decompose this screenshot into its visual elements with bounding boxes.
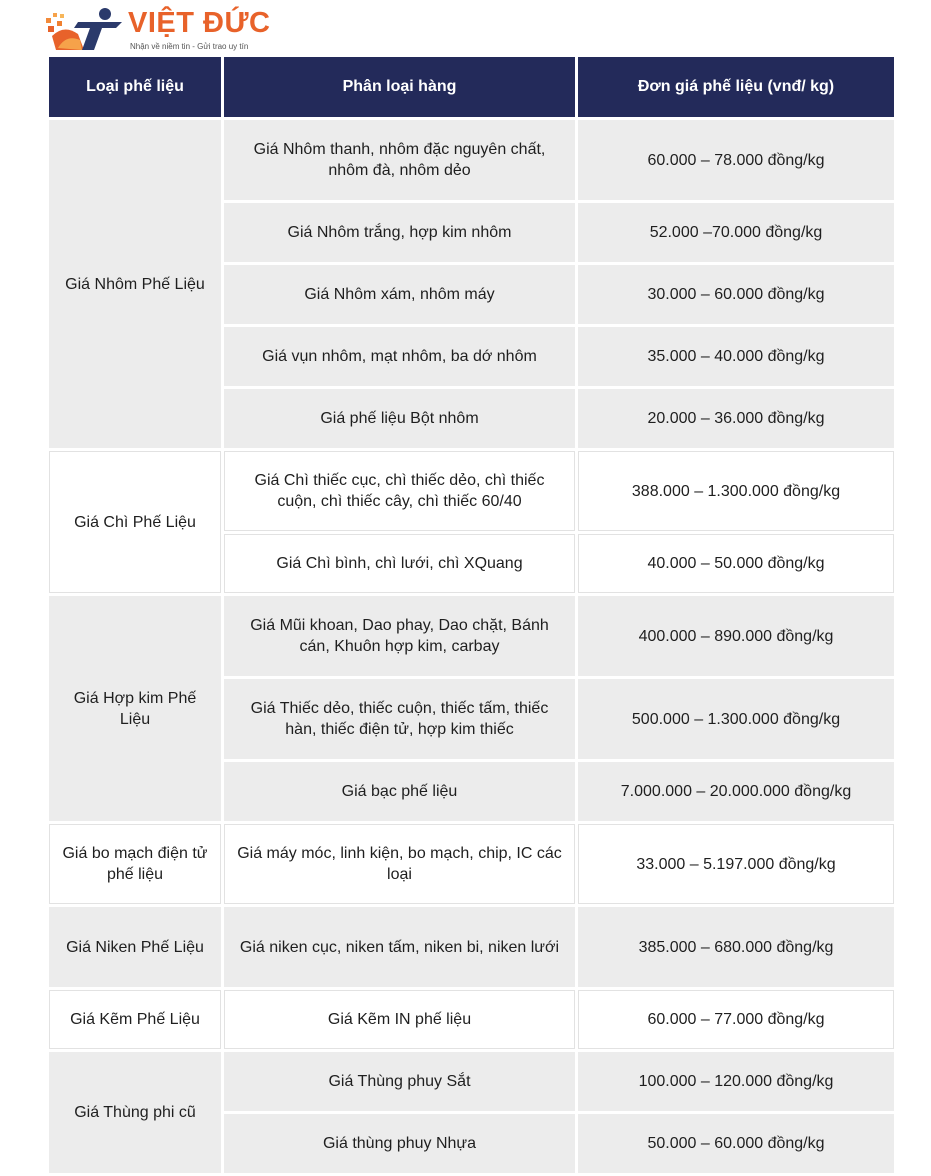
header-item-type: Phân loại hàng <box>224 57 575 117</box>
item-name-cell: Giá vụn nhôm, mạt nhôm, ba dớ nhôm <box>224 327 575 386</box>
price-cell: 400.000 – 890.000 đồng/kg <box>578 596 894 676</box>
category-cell-alloy: Giá Hợp kim Phế Liệu <box>49 596 221 821</box>
brand-slogan: Nhận về niềm tin - Gửi trao uy tín <box>130 42 249 51</box>
price-cell: 60.000 – 78.000 đồng/kg <box>578 120 894 200</box>
table-row <box>49 120 894 200</box>
brand-logo <box>44 4 284 54</box>
item-name-cell: Giá phế liệu Bột nhôm <box>224 389 575 448</box>
item-name-cell: Giá thùng phuy Nhựa <box>224 1114 575 1173</box>
item-name-cell: Giá bạc phế liệu <box>224 762 575 821</box>
table-header-row <box>49 57 894 117</box>
header-unit-price: Đơn giá phế liệu (vnđ/ kg) <box>578 57 894 117</box>
price-table <box>46 54 897 1176</box>
price-cell: 52.000 –70.000 đồng/kg <box>578 203 894 262</box>
table-row <box>49 451 894 531</box>
price-cell: 60.000 – 77.000 đồng/kg <box>578 990 894 1049</box>
item-name-cell: Giá Thiếc dẻo, thiếc cuộn, thiếc tấm, thiếc hàn, thiếc điện tử, hợp kim thiếc <box>224 679 575 759</box>
category-cell-zinc: Giá Kẽm Phế Liệu <box>49 990 221 1049</box>
item-name-cell: Giá niken cục, niken tấm, niken bi, niken lưới <box>224 907 575 987</box>
item-name-cell: Giá Kẽm IN phế liệu <box>224 990 575 1049</box>
logo-mark-icon <box>44 4 126 54</box>
item-name-cell: Giá Chì bình, chì lưới, chì XQuang <box>224 534 575 593</box>
price-cell: 20.000 – 36.000 đồng/kg <box>578 389 894 448</box>
item-name-cell: Giá Nhôm thanh, nhôm đặc nguyên chất, nhôm đà, nhôm dẻo <box>224 120 575 200</box>
table-row <box>49 824 894 904</box>
table-row <box>49 1052 894 1111</box>
category-cell-nickel: Giá Niken Phế Liệu <box>49 907 221 987</box>
brand-name: VIỆT ĐỨC <box>128 7 271 39</box>
category-cell-lead: Giá Chì Phế Liệu <box>49 451 221 593</box>
item-name-cell: Giá Nhôm xám, nhôm máy <box>224 265 575 324</box>
price-cell: 500.000 – 1.300.000 đồng/kg <box>578 679 894 759</box>
category-cell-drum: Giá Thùng phi cũ <box>49 1052 221 1173</box>
price-cell: 35.000 – 40.000 đồng/kg <box>578 327 894 386</box>
price-cell: 40.000 – 50.000 đồng/kg <box>578 534 894 593</box>
price-cell: 385.000 – 680.000 đồng/kg <box>578 907 894 987</box>
category-cell-aluminum: Giá Nhôm Phế Liệu <box>49 120 221 448</box>
table-row <box>49 907 894 987</box>
item-name-cell: Giá Chì thiếc cục, chì thiếc dẻo, chì thiếc cuộn, chì thiếc cây, chì thiếc 60/40 <box>224 451 575 531</box>
item-name-cell: Giá máy móc, linh kiện, bo mạch, chip, IC các loại <box>224 824 575 904</box>
table-row <box>49 990 894 1049</box>
price-cell: 100.000 – 120.000 đồng/kg <box>578 1052 894 1111</box>
price-cell: 33.000 – 5.197.000 đồng/kg <box>578 824 894 904</box>
header-category: Loại phế liệu <box>49 57 221 117</box>
price-cell: 7.000.000 – 20.000.000 đồng/kg <box>578 762 894 821</box>
category-cell-circuit-board: Giá bo mạch điện tử phế liệu <box>49 824 221 904</box>
table-row <box>49 596 894 676</box>
item-name-cell: Giá Nhôm trắng, hợp kim nhôm <box>224 203 575 262</box>
price-cell: 50.000 – 60.000 đồng/kg <box>578 1114 894 1173</box>
item-name-cell: Giá Thùng phuy Sắt <box>224 1052 575 1111</box>
price-cell: 388.000 – 1.300.000 đồng/kg <box>578 451 894 531</box>
item-name-cell: Giá Mũi khoan, Dao phay, Dao chặt, Bánh cán, Khuôn hợp kim, carbay <box>224 596 575 676</box>
price-cell: 30.000 – 60.000 đồng/kg <box>578 265 894 324</box>
